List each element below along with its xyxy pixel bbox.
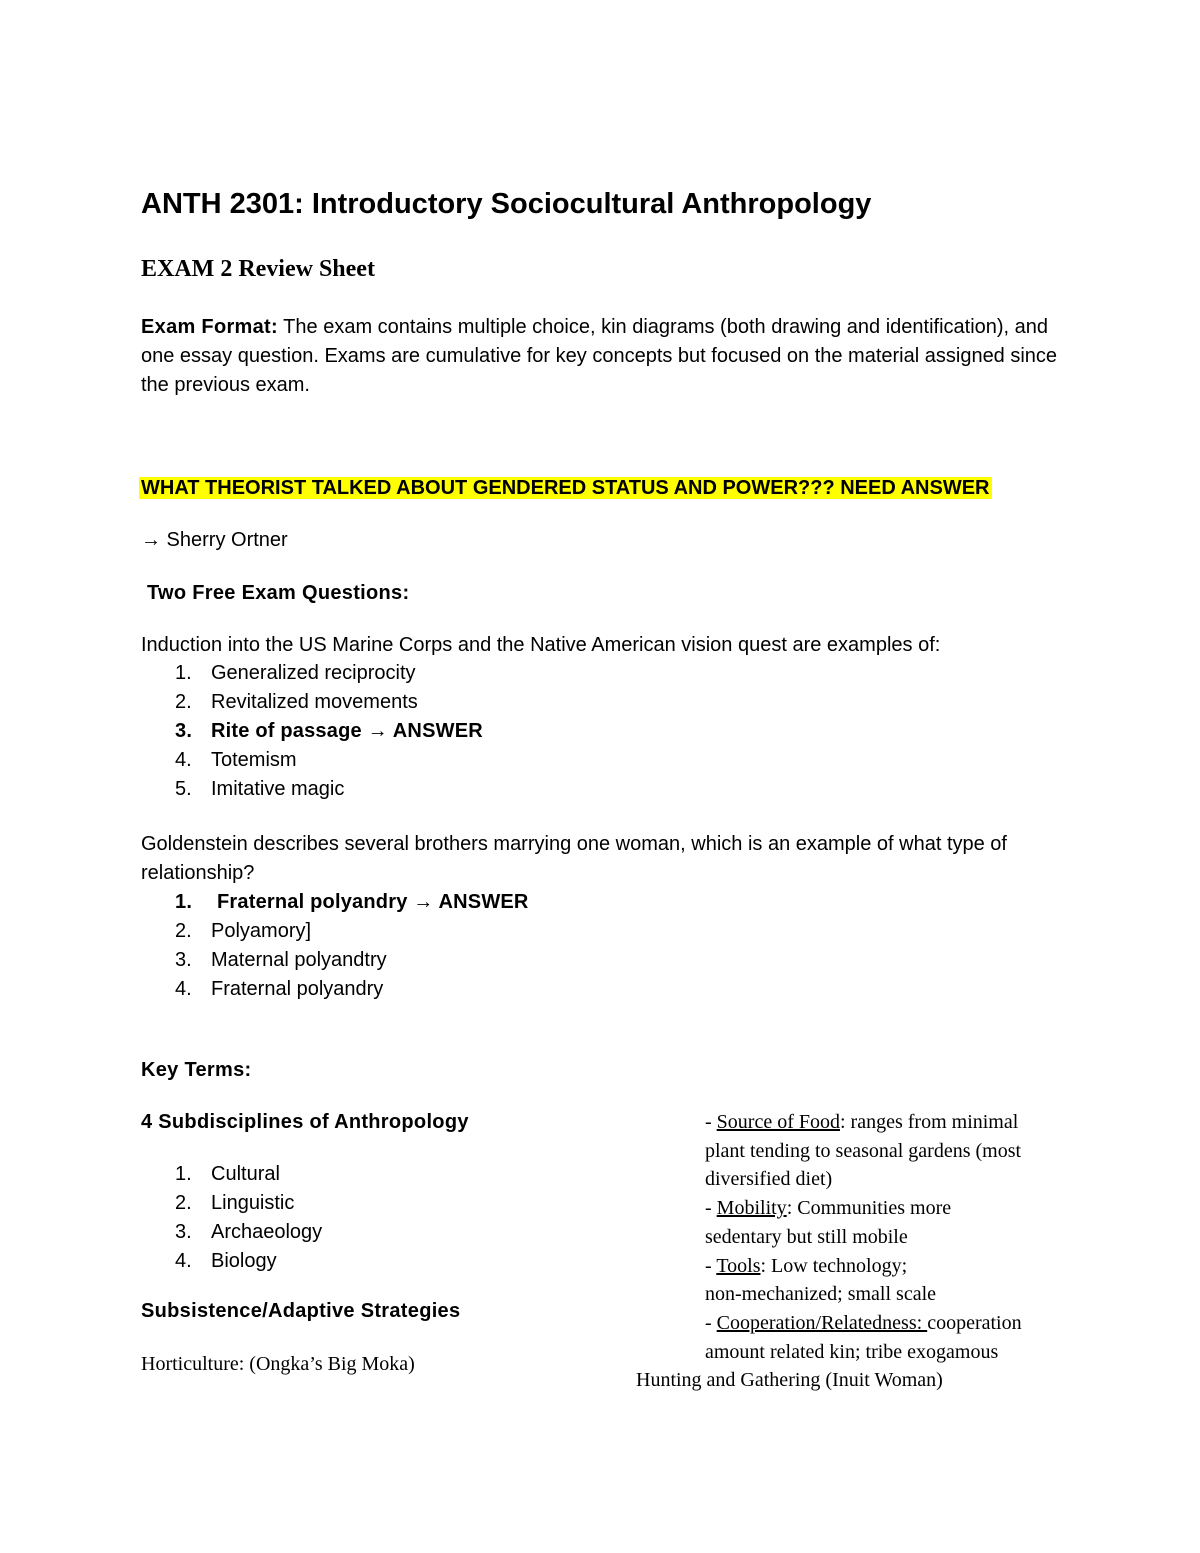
question1-prompt: Induction into the US Marine Corps and the Native American vision quest are examples of: [141, 634, 941, 656]
list-item: 1. Generalized reciprocity [175, 662, 416, 684]
document-subtitle: EXAM 2 Review Sheet [141, 256, 375, 282]
hunting-gathering-label: Hunting and Gathering (Inuit Woman) [636, 1369, 943, 1391]
source-of-food-line: - Source of Food: ranges from minimal [705, 1111, 1019, 1133]
list-item: 3. Maternal polyandtry [175, 949, 387, 971]
exam-format-text: The exam contains multiple choice, kin diagrams (both drawing and identification), and one essay question. Exams are cumulative for key concepts but focused on the material assigned since the previous exam. [141, 316, 1058, 396]
list-item: 2. Polyamory] [175, 920, 312, 942]
free-questions-heading: Two Free Exam Questions: [147, 582, 410, 604]
mobility-line2: sedentary but still mobile [705, 1225, 908, 1248]
subdisciplines-list [141, 1160, 322, 1276]
source-of-food-line3: diversified diet) [705, 1168, 833, 1191]
exam-format-label: Exam Format: [141, 316, 278, 338]
source-of-food-line2: plant tending to seasonal gardens (most [705, 1139, 1022, 1162]
highlight-question-line [141, 474, 992, 503]
subdisciplines-heading: 4 Subdisciplines of Anthropology [141, 1111, 469, 1133]
list-item: 1. Cultural [175, 1163, 280, 1185]
right-column-notes [705, 1108, 1085, 1366]
question2-prompt: Goldenstein describes several brothers marrying one woman, which is an example of what type of relationship? [141, 833, 1007, 884]
question1-options [141, 659, 483, 804]
tools-line2: non-mechanized; small scale [705, 1283, 937, 1306]
list-item: 4. Biology [175, 1250, 277, 1272]
source-of-food-label: Source of Food [716, 1111, 840, 1133]
list-item: 4. Totemism [175, 749, 297, 771]
exam-format-paragraph [141, 313, 1071, 400]
tools-line: - Tools: Low technology; [705, 1254, 908, 1277]
list-item-answer: 1. Fraternal polyandry → ANSWER [175, 891, 529, 913]
subsistence-heading: Subsistence/Adaptive Strategies [141, 1300, 461, 1322]
list-item: 2. Revitalized movements [175, 691, 418, 713]
list-item-answer: 3. Rite of passage → ANSWER [175, 720, 483, 742]
list-item: 3. Archaeology [175, 1221, 323, 1243]
document-title: ANTH 2301: Introductory Sociocultural Anthropology [141, 188, 872, 220]
list-item: 4. Fraternal polyandry [175, 978, 384, 1000]
highlighted-question: WHAT THEORIST TALKED ABOUT GENDERED STATUS AND POWER??? NEED ANSWER [141, 477, 990, 499]
list-item: 2. Linguistic [175, 1192, 295, 1214]
cooperation-label: Cooperation/Relatedness: [716, 1311, 928, 1334]
tools-label: Tools [716, 1254, 761, 1277]
list-item: 5. Imitative magic [175, 778, 345, 800]
highlight-answer: → Sherry Ortner [141, 529, 288, 551]
cooperation-line: - Cooperation/Relatedness: cooperation [705, 1311, 1022, 1334]
mobility-label: Mobility [716, 1197, 787, 1220]
question2-options [141, 888, 529, 1004]
cooperation-line2: amount related kin; tribe exogamous [705, 1340, 999, 1363]
horticulture-label: Horticulture: (Ongka’s Big Moka) [141, 1353, 415, 1375]
key-terms-heading: Key Terms: [141, 1059, 252, 1081]
mobility-line: - Mobility: Communities more [705, 1197, 952, 1220]
